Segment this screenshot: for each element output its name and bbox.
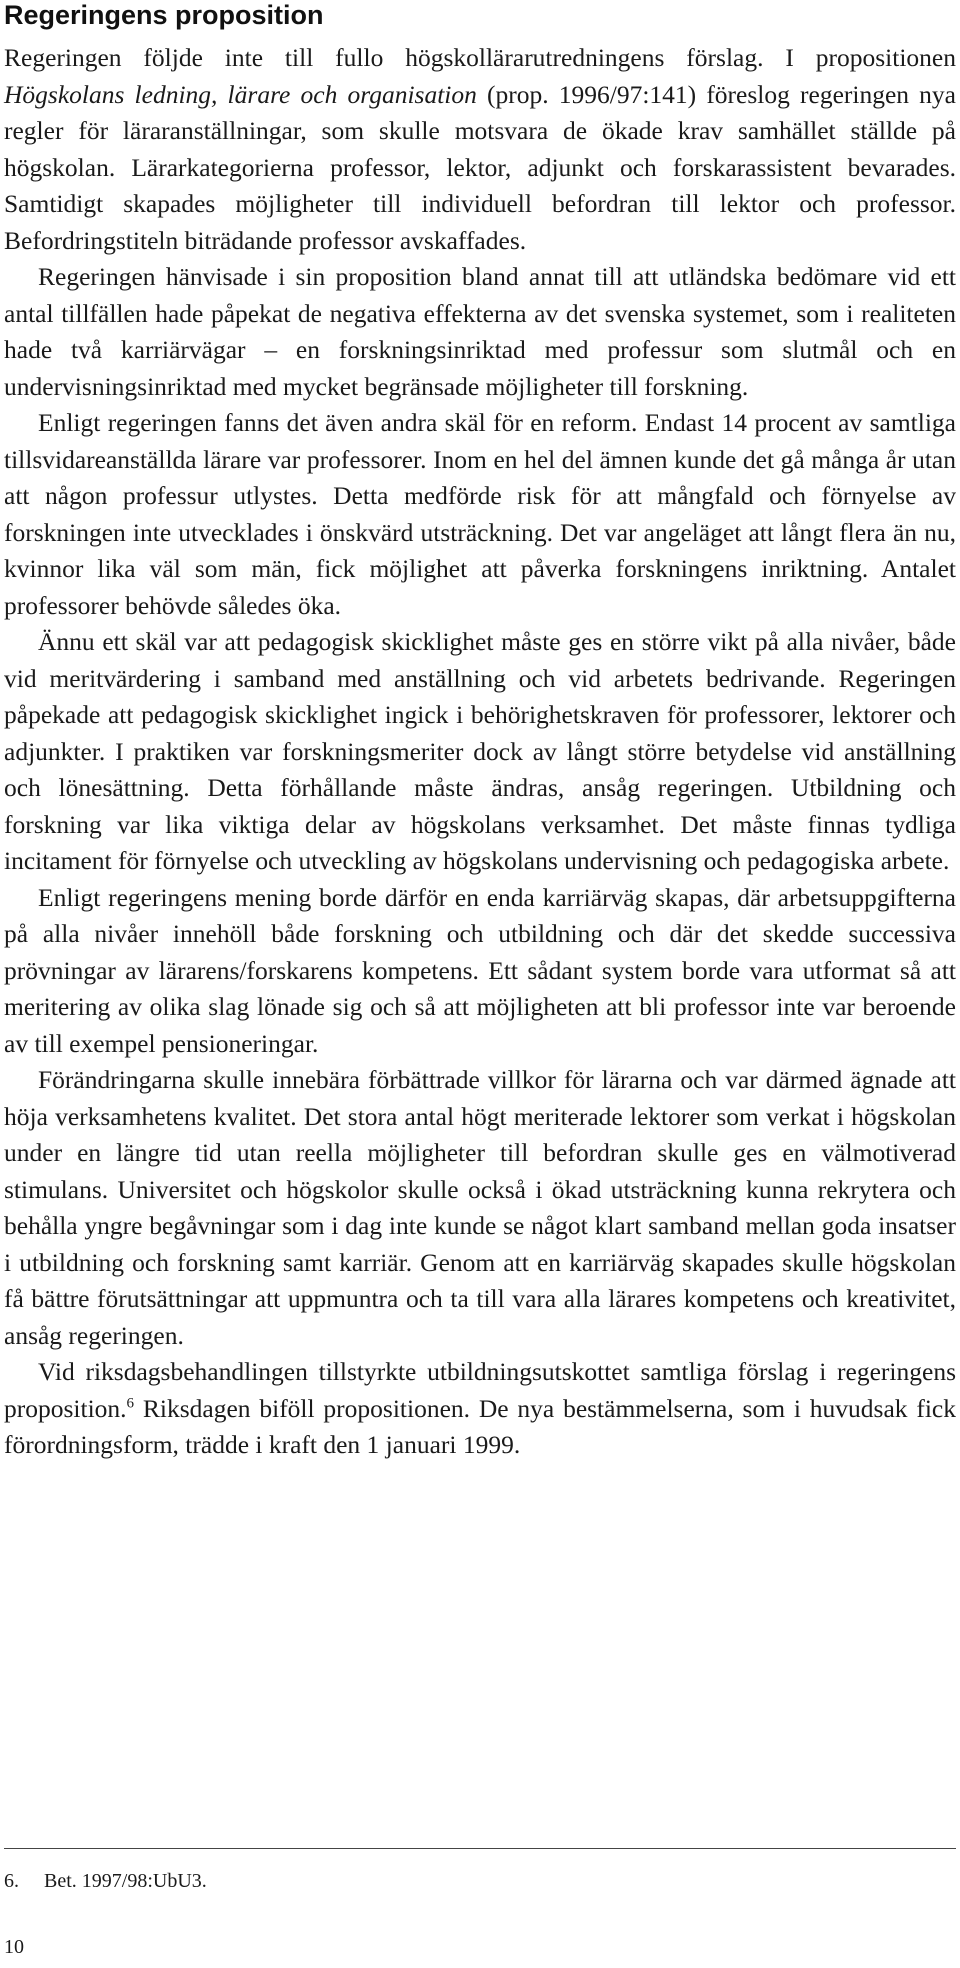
paragraph-7-text-a: Vid riksdagsbehandlingen tillstyrkte utbildningsutskottet samtliga förslag i regeringens proposition. [4, 1357, 956, 1423]
paragraph-3: Enligt regeringen fanns det även andra skäl för en reform. Endast 14 procent av samtliga tillsvidareanställda lärare var professorer. Inom en hel del ämnen kunde det gå många år utan att någon professur utlystes. Detta medförde risk för att mångfald och förnyelse av forskningen inte utvecklades i önskvärd utsträckning. Det var angeläget att långt flera än nu, kvinnor lika väl som män, fick möjlighet att påverka forskningens inriktning. Antalet professorer behövde således öka. [4, 408, 956, 620]
paragraph-5: Enligt regeringens mening borde därför en enda karriärväg skapas, där arbetsuppgifterna på alla nivåer innehöll både forskning och utbildning och där det skedde successiva prövningar av lärarens/forskarens kompetens. Ett sådant system borde vara utformat så att meritering av olika slag lönade sig och så att möjligheten att bli professor inte var beroende av till exempel pensioneringar. [4, 882, 956, 1058]
section-heading: Regeringens proposition [4, 0, 324, 30]
paragraph-7 [4, 1354, 956, 1464]
paragraph-1 [4, 40, 956, 259]
paragraph-2: Regeringen hänvisade i sin proposition bland annat till att utländska bedömare vid ett antal tillfällen hade påpekat de negativa effekterna av det svenska systemet, som i realiteten hade två karriärvägar – en forskningsinriktad med professur som slutmål och en undervisningsinriktad med mycket begränsade möjligheter till forskning. [4, 262, 956, 401]
paragraph-4: Ännu ett skäl var att pedagogisk skicklighet måste ges en större vikt på alla nivåer, både vid meritvärdering i samband med anställning och vid arbetets bedrivande. Regeringen påpekade att pedagogisk skicklighet ingick i behörighetskraven för professorer, lektorer och adjunkter. I praktiken var forskningsmeriter dock av långt större betydelse vid anställning och lönesättning. Detta förhållande måste ändras, ansåg regeringen. Utbildning och forskning var lika viktiga delar av högskolans verksamhet. Det måste finnas tydliga incitament för förnyelse och utveckling av högskolans undervisning och pedagogiska arbete. [4, 627, 956, 875]
footnote [4, 1868, 207, 1894]
paragraph-1-text-a: Regeringen följde inte till fullo högskollärarutredningens förslag. I propositionen [4, 43, 956, 72]
paragraph-1-text-b: (prop. 1996/97:141) föreslog regeringen nya regler för läraranställningar, som skulle motsvara de ökade krav samhället ställde på högskolan. Lärarkategorierna professor, lektor, adjunkt och forskarassistent bevarades. Samtidigt skapades möjligheter till individuell befordran till lektor och professor. Befordringstiteln biträdande professor avskaffades. [4, 79, 956, 255]
page-number: 10 [4, 1936, 24, 1958]
footnote-reference[interactable]: 6 [126, 1395, 135, 1411]
footnote-text: Bet. 1997/98:UbU3. [44, 1870, 207, 1892]
proposition-title: Högskolans ledning, lärare och organisation [4, 79, 477, 109]
paragraph-7-text-b: Riksdagen biföll propositionen. De nya bestämmelserna, som i huvudsak fick förordningsform, trädde i kraft den 1 januari 1999. [4, 1393, 956, 1459]
footnote-divider [4, 1848, 956, 1849]
body-text [4, 40, 956, 1464]
paragraph-6: Förändringarna skulle innebära förbättrade villkor för lärarna och var därmed ägnade att höja verksamhetens kvalitet. Det stora antal högt meriterade lektorer som verkat i högskolan under en längre tid utan reella möjligheter till befordran skulle ges en välmotiverad stimulans. Universitet och högskolor skulle också i ökad utsträckning kunna rekrytera och behålla yngre begåvningar som i dag inte kunde se något klart samband mellan goda insatser i utbildning och forskning samt karriär. Genom att en karriärväg skapades skulle högskolan få bättre förutsättningar att uppmuntra och ta till vara alla lärares kompetens och kreativitet, ansåg regeringen. [4, 1065, 956, 1350]
footnote-number: 6. [4, 1870, 19, 1892]
